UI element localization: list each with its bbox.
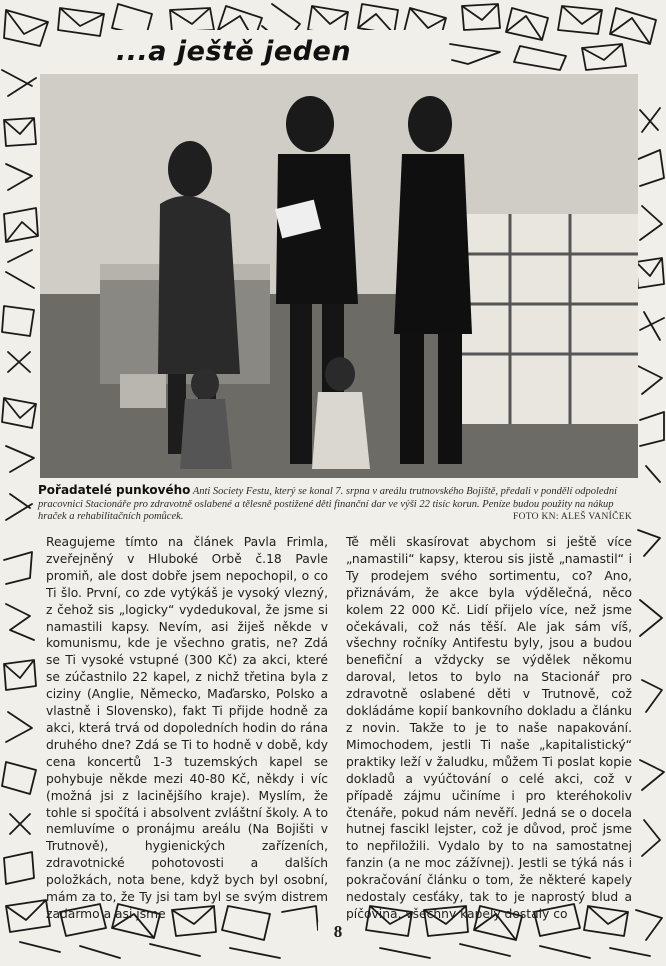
article-text-right: Tě měli skasírovat abychom si ještě více „namastili“ kapsy, kterou sis jistě „namastil“ i Ty prodejem svého sortimentu, co? Ano, přiznávám, že akce byla výdělečná, něco kolem 22 000 Kč. Lidí přijelo více, než jsme očekávali, což nás těší. Ale jak sám víš, všechny ročníky Antifestu byly, jsou a budou benefiční a vždycky se výdělek někomu daroval, letos to bylo na Stacionář pro zdravotně oslabené děti v Trutnově, což dokládáme kopií bankovního dokladu a článku z novin. Takže to je to naše napakování. Mimochodem, jestli Ti naše „kapitalistický“ praktiky leží v žaludku, můžem Ti poslat kopie dokladů a vyúčtování o celé akci, což v případě zájmu učiníme i pro kteréhokoliv čtenáře, pokud nám nevěří. Jedná se o docela hutnej fascikl lejster, což je důvod, proč jsme to nepřiložili. Vydalo by to na samostatnej fanzin (a ne moc zážívnej). Jestli se týká nás i pokračování článku o tom, že některé kapely nedostaly cesťáky, tak to je naprostý blud a píčovina, všechny kapely dostaly co [346,535,632,921]
photo-of-donation-handshake-icon [40,74,638,478]
article-column-left [46,534,328,923]
news-photo [40,74,638,478]
caption-body: Anti Society Festu, který se konal 7. srpna v areálu trutnovského Bojiště, předali v pondělí odpolední pracovnici Stacionáře pro zdravotně oslabené a tělesně postižené děti finanční dar ve výši 22 tisíc korun. Peníze budou použity na nákup hraček a rehabilitačních pomůcek. [38,486,618,522]
page-number: 8 [318,922,358,942]
caption-lead: Pořadatelé punkového [38,483,191,497]
photo-credit: FOTO KN: ALEŠ VANÍČEK [509,511,632,524]
article-text-left: Reagujeme tímto na článek Pavla Frimla, zveřejněný v Hluboké Orbě č.18 Pavle promiň, ale dost dobře jsem nepochopil, o co Ti šlo. První, co zde vytýkáš je vysoký vlezný, z čehož sis „logicky“ vydedukoval, že jsme si namastili kapsy. Nevím, asi žiješ někde v komunismu, kde je všechno gratis, ne? Zdá se Ti vysoké vstupné (300 Kč) za akci, které se zúčastnilo 22 kapel, z nichž třetina byla z ciziny (Anglie, Německo, Maďarsko, Polsko a vlastně i Slovensko), fakt Ti přijde hodně za akci, která trvá od dopoledních hodin do rána druhého dne? Zdá se Ti to hodně v době, kdy cena koncertů 1-3 tuzemských kapel se pohybuje někde mezi 40-80 Kč, někdy i víc (možná jsi z lacinějšího kraje). Myslím, že tohle si spočítá i absolvent zvláštní školy. A to nemluvíme o pronájmu areálu (Na Bojišti v Trutnově), hygienických zařízeních, zdravotnické pohotovosti a dalších položkách, nota bene, když bych byl osobní, mám za to, že Ty jsi tam byl se svým distrem zadarmo a asi jsme [46,535,328,921]
headline: ...a ještě jeden [112,30,446,74]
article-column-right [346,534,632,923]
photo-caption [38,484,638,524]
